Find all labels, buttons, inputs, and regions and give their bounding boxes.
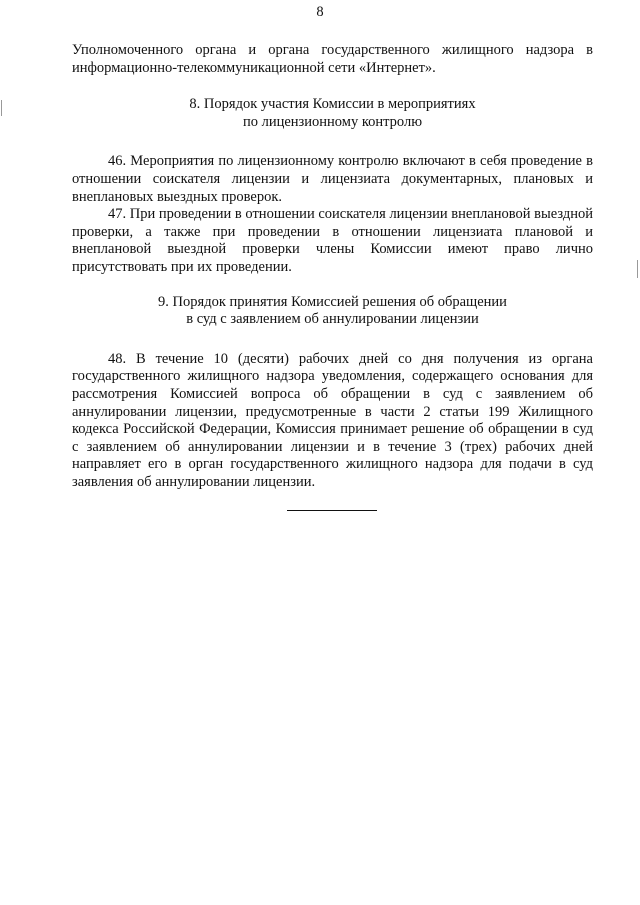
section-9-heading-line2: в суд с заявлением об аннулировании лицензии: [186, 311, 479, 328]
scan-edge-mark-right: [637, 260, 638, 278]
section-9-heading: [72, 294, 593, 329]
section-8-heading-line1: 8. Порядок участия Комиссии в мероприятиях: [189, 96, 476, 113]
scan-edge-mark-left: [1, 100, 2, 116]
document-body: [72, 42, 593, 491]
paragraph-46: 46. Мероприятия по лицензионному контролю включают в себя проведение в отношении соискателя лицензии и лицензиата документарных, плановых и внеплановых выездных проверок.: [72, 153, 593, 205]
section-9-heading-line1: 9. Порядок принятия Комиссией решения об обращении: [158, 293, 507, 310]
paragraph-47: 47. При проведении в отношении соискателя лицензии внеплановой выездной проверки, а также при проведении в отношении лицензиата плановой и внеплановой выездной проверки члены Комиссии имеют право лично присутствовать при их проведении.: [72, 206, 593, 275]
section-8-heading-line2: по лицензионному контролю: [242, 113, 423, 130]
page-number: 8: [316, 4, 324, 20]
closing-rule: [287, 510, 377, 511]
opening-fragment: Уполномоченного органа и органа государственного жилищного надзора в информационно-телекоммуникационной сети «Интернет».: [72, 42, 593, 76]
section-8-heading: [72, 96, 593, 131]
paragraph-48: 48. В течение 10 (десяти) рабочих дней со дня получения из органа государственного жилищного надзора уведомления, содержащего основания для рассмотрения Комиссией вопроса об обращении в суд с заявлением об аннулировании лицензии, предусмотренные в части 2 статьи 199 Жилищного кодекса Российской Федерации, Комиссия принимает решение об обращении в суд с заявлением об аннулировании лицензии и в течение 3 (трех) рабочих дней направляет его в орган государственного жилищного надзора для подачи в суд заявления об аннулировании лицензии.: [72, 350, 593, 490]
